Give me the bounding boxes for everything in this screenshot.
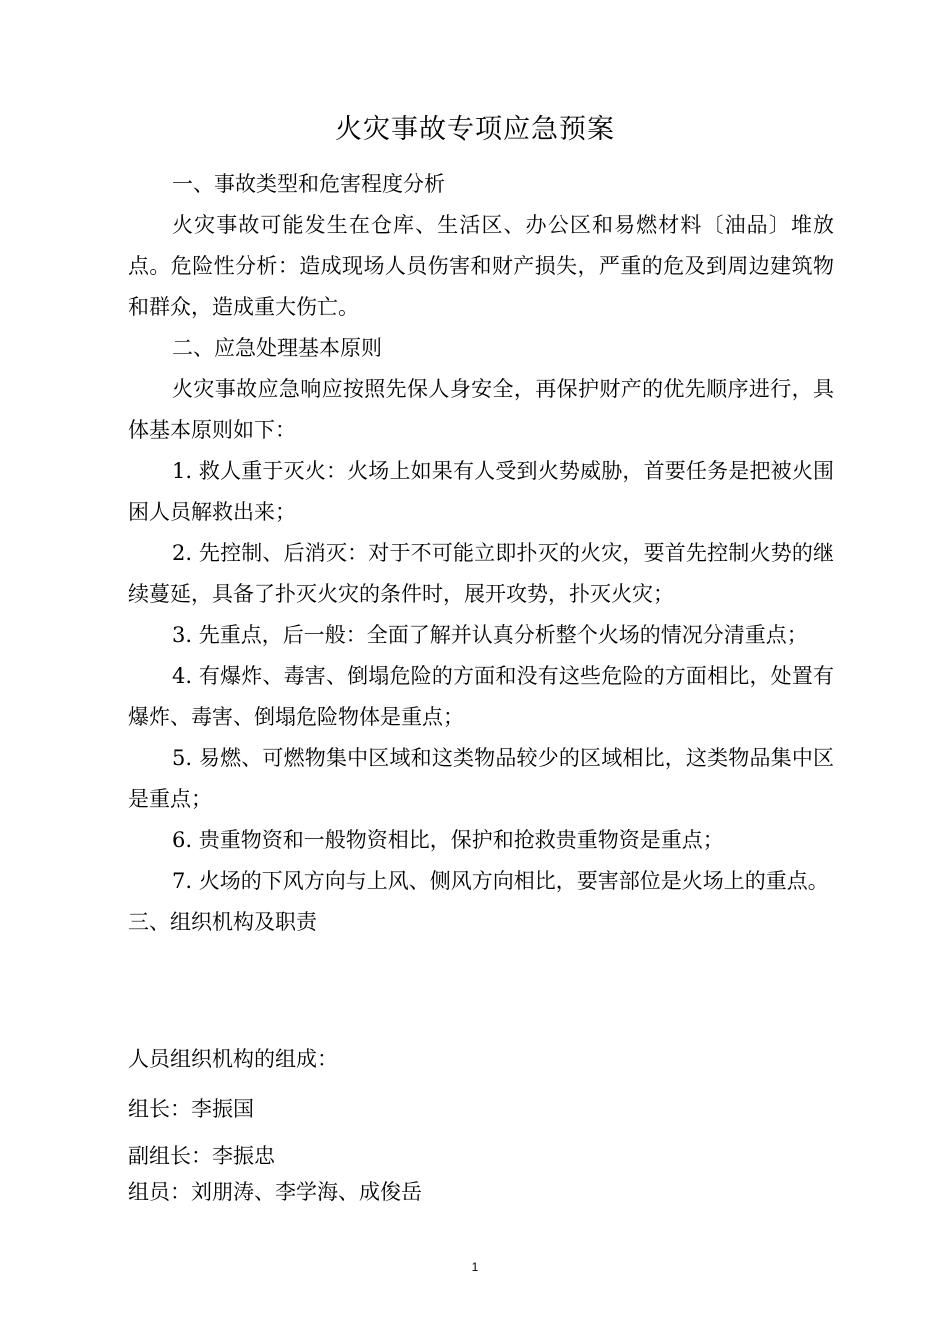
paragraph-response-principle: 火灾事故应急响应按照先保人身安全，再保护财产的优先顺序进行，具体基本原则如下： (128, 377, 834, 442)
document-title: 火灾事故专项应急预案 (335, 114, 615, 145)
paragraph-hazard-analysis: 火灾事故可能发生在仓库、生活区、办公区和易燃材料〔油品〕堆放点。危险性分析：造成现场人员伤害和财产损失，严重的危及到周边建筑物和群众，造成重大伤亡。 (128, 213, 834, 319)
org-leader: 组长：李振国 (128, 1097, 254, 1121)
principle-item-3: 3. 先重点，后一般：全面了解并认真分析整个火场的情况分清重点； (172, 623, 808, 647)
document-body (128, 164, 834, 943)
org-members: 组员：刘朋涛、李学海、成俊岳 (128, 1180, 422, 1204)
principle-item-7: 7. 火场的下风方向与上风、侧风方向相比，要害部位是火场上的重点。 (172, 869, 829, 893)
section-heading-3: 三、组织机构及职责 (128, 910, 317, 934)
section-heading-2: 二、应急处理基本原则 (172, 336, 382, 360)
section-heading-1: 一、事故类型和危害程度分析 (172, 172, 445, 196)
principle-item-2: 2. 先控制、后消灭：对于不可能立即扑灭的火灾，要首先控制火势的继续蔓延，具备了扑灭火灾的条件时，展开攻势，扑灭火灾； (128, 541, 834, 606)
principle-item-5: 5. 易燃、可燃物集中区域和这类物品较少的区域相比，这类物品集中区是重点； (128, 746, 834, 811)
principle-item-1: 1. 救人重于灭火：火场上如果有人受到火势威胁，首要任务是把被火围困人员解救出来； (128, 459, 834, 524)
org-deputy-leader: 副组长：李振忠 (128, 1144, 275, 1168)
page-number: 1 (471, 1260, 479, 1274)
org-intro: 人员组织机构的组成： (128, 1047, 338, 1071)
principle-item-6: 6. 贵重物资和一般物资相比，保护和抢救贵重物资是重点； (172, 828, 724, 852)
principle-item-4: 4. 有爆炸、毒害、倒塌危险的方面和没有这些危险的方面相比，处置有爆炸、毒害、倒塌危险物体是重点； (128, 664, 834, 729)
